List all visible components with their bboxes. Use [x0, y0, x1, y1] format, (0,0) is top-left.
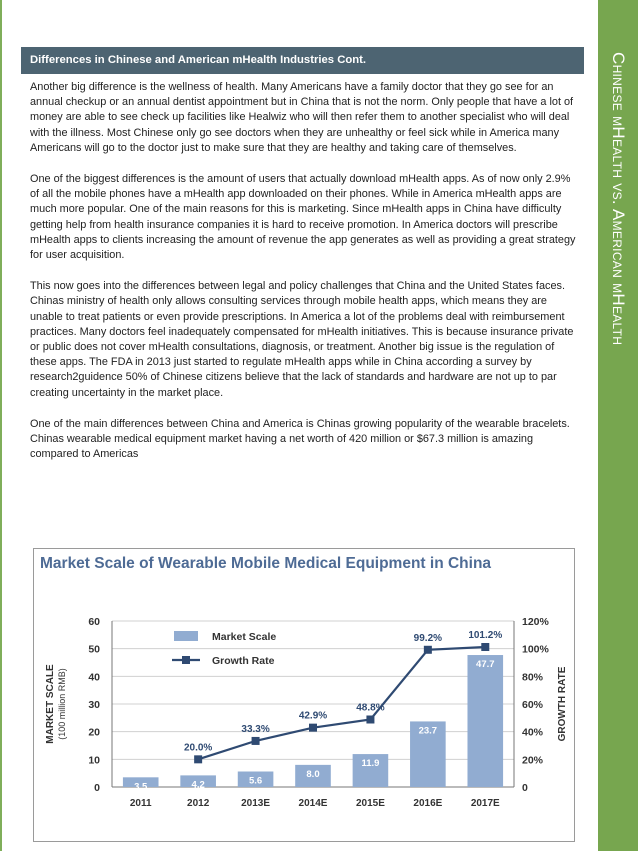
growth-rate-label: 20.0% — [183, 742, 213, 754]
section-header-title: Differences in Chinese and American mHealth Industries Cont. — [30, 54, 367, 66]
paragraph: One of the biggest differences is the amount of users that actually download mHealth apps. As of now only 2.9% of all the mobile phones have a mHealth app downloaded on their phones. While in America mHealth apps are much more popular. One of the main reasons for this is marketing. Since mHealth apps in China have difficulty getting help from health insurance companies it is hard to receive promotion. In America doctors will prescribe mHealth apps to clients increasing the amount of revenue the app generates as well as providing a great strategy for user acquisition. — [30, 173, 576, 262]
left-border-line — [0, 0, 2, 851]
left-tick-label: 30 — [88, 699, 100, 711]
x-tick-label: 2015E — [355, 798, 385, 809]
left-tick-label: 60 — [88, 616, 100, 628]
left-axis-label: MARKET SCALE — [45, 664, 56, 744]
growth-rate-marker — [194, 755, 202, 763]
legend-bar-label: Market Scale — [212, 631, 277, 643]
left-tick-label: 40 — [88, 671, 100, 684]
x-tick-label: 2016E — [413, 798, 443, 809]
growth-rate-marker — [481, 643, 489, 651]
article-body — [30, 80, 578, 478]
right-tick-label: 120% — [522, 616, 549, 628]
growth-rate-marker — [309, 724, 317, 732]
left-tick-label: 0 — [94, 782, 100, 794]
legend-line-label: Growth Rate — [212, 655, 275, 667]
bar-value-label: 11.9 — [361, 758, 380, 770]
x-tick-label: 2017E — [470, 798, 500, 809]
left-tick-label: 20 — [88, 726, 100, 739]
bar-value-label: 23.7 — [418, 725, 438, 737]
x-tick-label: 2014E — [298, 798, 328, 809]
paragraph: This now goes into the differences between legal and policy challenges that China and the United States faces. Chinas ministry of health only allows consulting services through mobile health apps, which means they are unable to treat patients or even provide prescriptions. In America a lot of the problems deal with reimbursement practices. Many doctors feel inadequately compensated for mHealth initiatives. This is because insurance private or public does not cover mHealth consultations, diagnosis, or treatment. Another big issue is the regulation of these apps. The FDA in 2013 just started to regulate mHealth apps while in China according a survey by research2guidence 50% of Chinese citizens believe that the lack of standards and hardware are not up to par creating uncertainty in the market place. — [30, 280, 574, 399]
right-axis-label: GROWTH RATE — [557, 666, 568, 742]
section-header-bar — [21, 47, 584, 74]
legend-bar-swatch — [174, 631, 198, 641]
growth-rate-marker — [366, 715, 374, 723]
bar-value-label: 47.7 — [476, 659, 495, 671]
bar-value-label: 5.6 — [248, 775, 263, 787]
growth-rate-label: 101.2% — [468, 630, 503, 642]
paragraph: One of the main differences between China and America is Chinas growing popularity of the wearable bracelets. Chinas wearable medical equipment market having a net worth of 420 million or $67.3 million is amazing compared to Americas — [30, 417, 570, 461]
x-tick-label: 2012 — [187, 798, 210, 809]
right-tick-label: 20% — [522, 754, 544, 767]
growth-rate-marker — [252, 737, 260, 745]
side-title-container — [598, 0, 638, 851]
paragraph: Another big difference is the wellness of health. Many Americans have a family doctor that they go see for an annual checkup or an annual dentist appointment but in China that is not the norm. Only people that have a lot of money are able to see check up facilities like Healwiz who will then refer them to another specialist who will deal with the illness. Most Chinese only go see doctors when they are unhealthy or feel sick while in America many Americans will go to the doctor just to make sure that they are healthy and taking care of themselves. — [30, 81, 574, 154]
right-tick-label: 0 — [522, 782, 528, 794]
right-tick-label: 100% — [522, 643, 549, 656]
x-tick-label: 2011 — [129, 798, 152, 809]
growth-rate-label: 48.8% — [356, 702, 385, 714]
chart-svg — [34, 549, 574, 841]
left-tick-label: 50 — [88, 643, 100, 656]
side-title: Chinese mHealth vs. American mHealth — [609, 52, 628, 346]
legend-line-marker — [182, 656, 190, 664]
left-tick-label: 10 — [88, 754, 100, 767]
growth-rate-marker — [424, 646, 432, 654]
growth-rate-label: 42.9% — [298, 710, 328, 722]
right-tick-label: 40% — [522, 726, 544, 739]
x-tick-label: 2013E — [241, 798, 271, 809]
chart-frame — [33, 548, 575, 842]
growth-rate-label: 33.3% — [241, 723, 270, 735]
right-tick-label: 60% — [522, 699, 544, 711]
bar — [467, 655, 503, 787]
right-tick-label: 80% — [522, 671, 544, 684]
bar-value-label: 3.5 — [134, 781, 148, 793]
left-axis-sublabel: (100 million RMB) — [57, 668, 67, 740]
bar-value-label: 8.0 — [306, 768, 320, 780]
chart-title: Market Scale of Wearable Mobile Medical Equipment in China — [40, 555, 492, 572]
growth-rate-label: 99.2% — [413, 632, 443, 644]
bar-value-label: 4.2 — [191, 779, 205, 791]
